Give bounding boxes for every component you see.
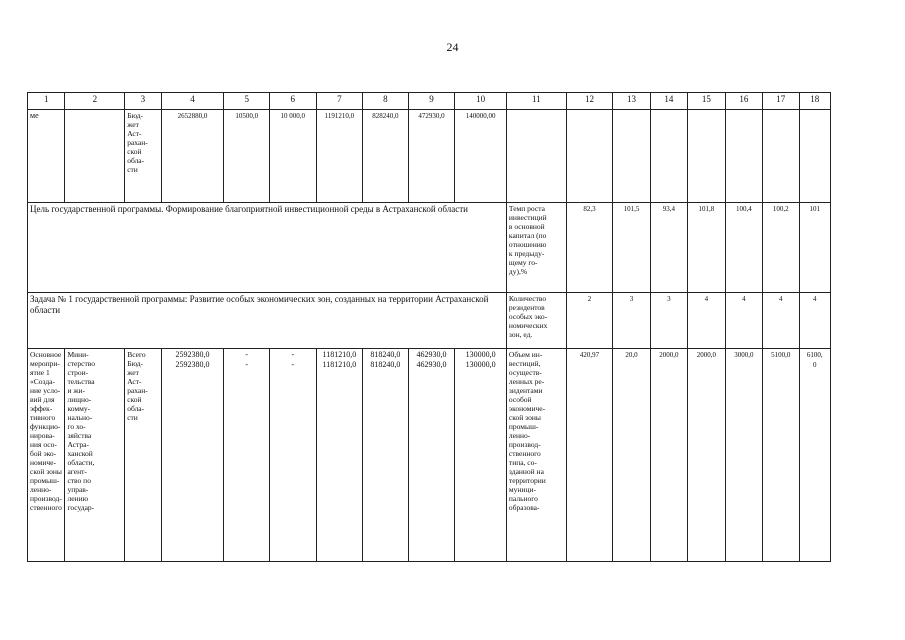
goal-value: 101,8 (688, 203, 725, 293)
goal-value: 101 (799, 203, 831, 293)
task-value: 4 (725, 293, 762, 349)
cell-value: 828240,0 (363, 110, 409, 203)
goal-row (28, 203, 831, 293)
page-number: 24 (446, 40, 459, 54)
cell-value: 140000,00 (455, 110, 507, 203)
cell-empty (688, 110, 725, 203)
cell-value: 472930,0 (408, 110, 455, 203)
column-number: 14 (650, 93, 687, 110)
column-number: 17 (763, 93, 799, 110)
column-number: 16 (725, 93, 762, 110)
goal-value: 100,2 (763, 203, 799, 293)
task-text: Задача № 1 государственной программы: Развитие особых экономических зон, созданных на территории Астраханской области (28, 293, 507, 349)
task-value: 4 (688, 293, 725, 349)
goal-value: 82,3 (566, 203, 613, 293)
column-number: 8 (363, 93, 409, 110)
event-target-value: 420,97 (566, 349, 613, 562)
task-indicator: Количество резидентов особых эко- номических зон, ед. (506, 293, 566, 349)
column-number: 4 (161, 93, 224, 110)
task-value: 4 (799, 293, 831, 349)
task-value: 3 (613, 293, 650, 349)
event-value: - - (269, 349, 316, 562)
column-number: 3 (125, 93, 161, 110)
column-number: 5 (224, 93, 270, 110)
cell-empty (725, 110, 762, 203)
cell-value: 10 000,0 (269, 110, 316, 203)
cell-empty (506, 110, 566, 203)
cell-value: 2652880,0 (161, 110, 224, 203)
column-number: 7 (316, 93, 363, 110)
event-indicator: Объем ин- вестиций, осуществ- ленных ре- зидентами особой экономиче- ской зоны промыш- ленно- производ- ственного типа, со- зданной на территории муници- пального образова- (506, 349, 566, 562)
event-target-value: 2000,0 (650, 349, 687, 562)
cell-empty (613, 110, 650, 203)
event-executor: Мини- стерство строи- тельства и жи- лищно- комму- нально- го хо- зяйства Астра- ханской области, агент- ство по управ- лению государ- (65, 349, 125, 562)
event-value: - - (224, 349, 270, 562)
event-name: Основное меропри- ятие 1 «Созда- ние усло- вий для эффек- тивного функцио- нирова- ния осо- бой эко- номиче- ской зоны промыш- ленно- производ- ственного (28, 349, 65, 562)
column-number: 1 (28, 93, 65, 110)
task-value: 2 (566, 293, 613, 349)
event-value: 1181210,0 1181210,0 (316, 349, 363, 562)
goal-indicator: Темп роста инвестиций в основной капитал (по отношению к предыду- щему го- ду),% (506, 203, 566, 293)
event-value: 462930,0 462930,0 (408, 349, 455, 562)
column-number: 13 (613, 93, 650, 110)
event-row (28, 349, 831, 562)
column-number: 18 (799, 93, 831, 110)
event-value: 818240,0 818240,0 (363, 349, 409, 562)
cell-empty (65, 110, 125, 203)
cell-empty (566, 110, 613, 203)
column-number-row (28, 93, 831, 110)
event-target-value: 2000,0 (688, 349, 725, 562)
source-budget-label: Бюд- жет Аст- рахан- ской обла- сти (127, 359, 148, 422)
event-target-value: 3000,0 (725, 349, 762, 562)
event-target-value: 6100, 0 (799, 349, 831, 562)
event-source (125, 349, 161, 562)
event-value: 2592380,0 2592380,0 (161, 349, 224, 562)
goal-text: Цель государственной программы. Формирование благоприятной инвестиционной среды в Астраханской области (28, 203, 507, 293)
goal-value: 93,4 (650, 203, 687, 293)
column-number: 15 (688, 93, 725, 110)
budget-row (28, 110, 831, 203)
task-value: 4 (763, 293, 799, 349)
cell-empty (763, 110, 799, 203)
cell-empty (799, 110, 831, 203)
cell-label: ме (28, 110, 65, 203)
program-table (27, 92, 831, 562)
event-value: 130000,0 130000,0 (455, 349, 507, 562)
event-target-value: 5100,0 (763, 349, 799, 562)
task-value: 3 (650, 293, 687, 349)
cell-source: Бюд- жет Аст- рахан- ской обла- сти (125, 110, 161, 203)
column-number: 12 (566, 93, 613, 110)
column-number: 6 (269, 93, 316, 110)
goal-value: 101,5 (613, 203, 650, 293)
cell-value: 10500,0 (224, 110, 270, 203)
source-total-label: Всего (127, 350, 146, 359)
cell-empty (650, 110, 687, 203)
task-row (28, 293, 831, 349)
column-number: 9 (408, 93, 455, 110)
event-target-value: 20,0 (613, 349, 650, 562)
column-number: 11 (506, 93, 566, 110)
goal-value: 100,4 (725, 203, 762, 293)
cell-value: 1191210,0 (316, 110, 363, 203)
column-number: 2 (65, 93, 125, 110)
column-number: 10 (455, 93, 507, 110)
